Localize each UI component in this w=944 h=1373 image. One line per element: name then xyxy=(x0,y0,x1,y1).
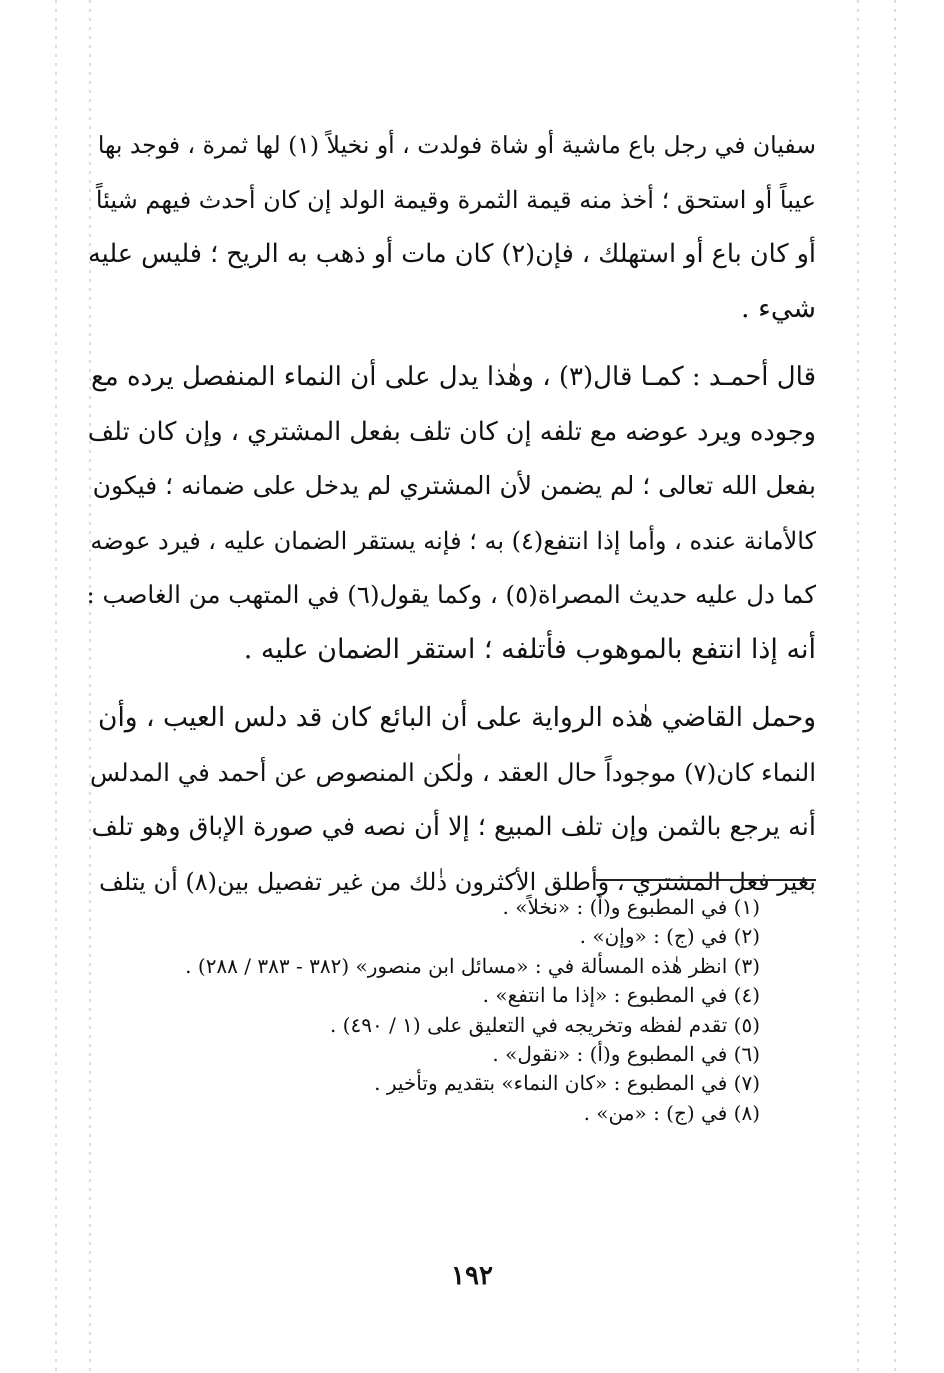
footnotes xyxy=(100,893,760,1128)
text-line: سفيان في رجل باع ماشية أو شاة فولدت ، أو نخيلاً (١) لها ثمرة ، فوجد بها xyxy=(97,131,816,159)
text-line: أنه يرجع بالثمن وإن تلف المبيع ؛ إلا أن نصه في صورة الإباق وهو تلف xyxy=(91,812,816,842)
page-number: ١٩٢ xyxy=(451,1261,493,1291)
text-line: كالأمانة عنده ، وأما إذا انتفع(٤) به ؛ فإنه يستقر الضمان عليه ، فيرد عوضه xyxy=(90,526,816,555)
footnote: (٥) تقدم لفظه وتخريجه في التعليق على (١ / ٤٩٠) . xyxy=(329,1012,760,1037)
paragraph xyxy=(86,350,816,677)
footnote: (١) في المطبوع و(أ) : «نخلاً» . xyxy=(502,895,760,919)
paragraph xyxy=(86,118,816,336)
text-line: عيباً أو استحق ؛ أخذ منه قيمة الثمرة وقيمة الولد إن كان أحدث فيهم شيئاً xyxy=(95,185,816,214)
text-line: النماء كان(٧) موجوداً حال العقد ، ولٰكن المنصوص عن أحمد في المدلس xyxy=(89,757,816,787)
text-line: بغير فعل المشتري ، وأطلق الأكثرون ذٰلك من غير تفصيل بين(٨) أن يتلف xyxy=(99,867,816,896)
paragraph xyxy=(86,691,816,909)
text-line: شيء . xyxy=(741,292,816,324)
footnote: (٨) في (ج) : «من» . xyxy=(583,1100,760,1125)
text-line: وحمل القاضي هٰذه الرواية على أن البائع كان قد دلس العيب ، وأن xyxy=(97,702,816,733)
text-line: وجوده ويرد عوضه مع تلفه إن كان تلف بفعل المشتري ، وإن كان تلف xyxy=(87,416,816,447)
footnote: (٣) انظر هٰذه المسألة في : «مسائل ابن منصور» (٣٨٢ - ٣٨٣ / ٢٨٨) . xyxy=(185,953,760,978)
footnote: (٦) في المطبوع و(أ) : «نقول» . xyxy=(492,1041,760,1066)
main-text xyxy=(86,118,816,909)
text-line: أنه إذا انتفع بالموهوب فأتلفه ؛ استقر الضمان عليه . xyxy=(243,633,816,665)
footnote: (٤) في المطبوع : «إذا ما انتفع» . xyxy=(482,983,760,1008)
footnote-separator xyxy=(596,879,816,881)
text-line: أو كان باع أو استهلك ، فإن(٢) كان مات أو ذهب به الريح ؛ فليس عليه xyxy=(88,239,816,269)
footnote: (٧) في المطبوع : «كان النماء» بتقديم وتأخير . xyxy=(374,1071,760,1096)
text-line: كما دل عليه حديث المصراة(٥) ، وكما يقول(٦) في المتهب من الغاصب : xyxy=(86,580,816,609)
text-line: قال أحمـد : كمـا قال(٣) ، وهٰذا يدل على أن النماء المنفصل يرده مع xyxy=(90,362,816,392)
footnote: (٢) في (ج) : «وإن» . xyxy=(579,924,760,949)
text-line: بفعل الله تعالى ؛ لم يضمن لأن المشتري لم يدخل على ضمانه ؛ فيكون xyxy=(92,471,816,500)
